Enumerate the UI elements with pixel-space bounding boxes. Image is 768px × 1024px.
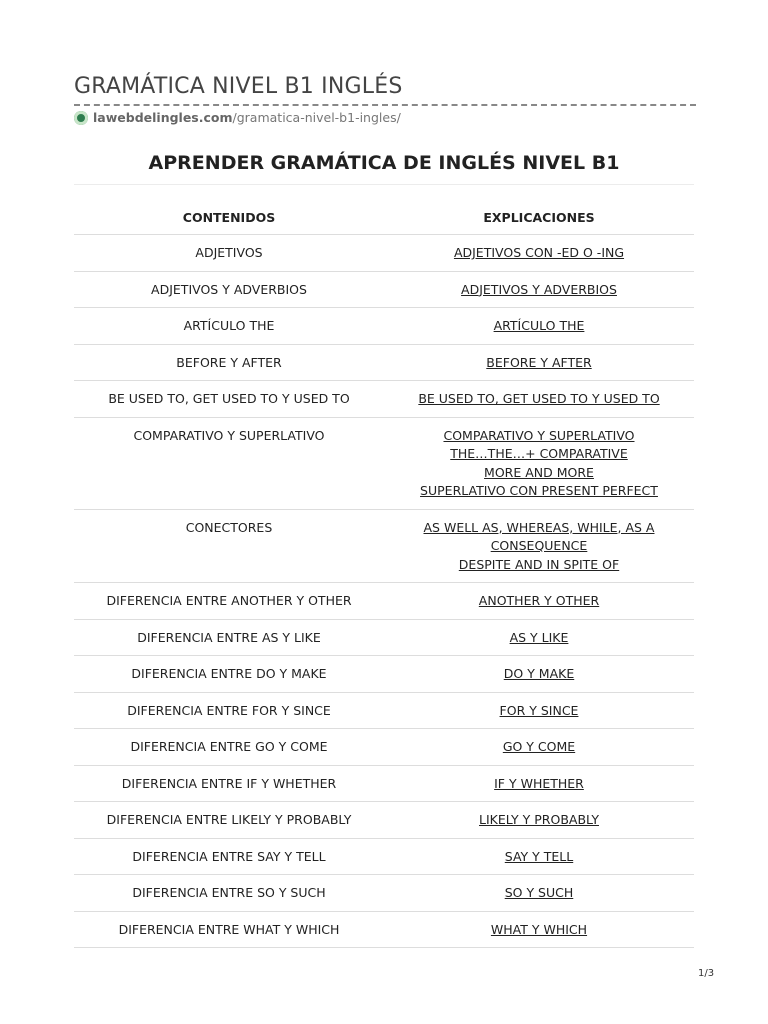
explanation-cell (384, 802, 694, 839)
content-cell: DIFERENCIA ENTRE ANOTHER Y OTHER (74, 583, 384, 620)
content-cell: DIFERENCIA ENTRE GO Y COME (74, 729, 384, 766)
table-row (74, 729, 694, 766)
content-cell: BE USED TO, GET USED TO Y USED TO (74, 381, 384, 418)
explanation-link[interactable]: COMPARATIVO Y SUPERLATIVO (443, 427, 635, 443)
explanation-link[interactable]: THE…THE…+ COMPARATIVE (450, 446, 628, 461)
explanation-link[interactable]: GO Y COME (502, 739, 576, 754)
explanation-cell (384, 235, 694, 272)
explanation-link[interactable]: BE USED TO, GET USED TO Y USED TO (418, 391, 660, 406)
content-cell: ADJETIVOS Y ADVERBIOS (74, 271, 384, 308)
source-url[interactable] (74, 110, 401, 125)
content-cell: ADJETIVOS (74, 235, 384, 272)
explanation-link[interactable]: BEFORE Y AFTER (486, 354, 592, 370)
table-row (74, 271, 694, 308)
content-cell: DIFERENCIA ENTRE SO Y SUCH (74, 875, 384, 912)
content-cell: DIFERENCIA ENTRE WHAT Y WHICH (74, 911, 384, 948)
table-row (74, 802, 694, 839)
page-number: 1/3 (698, 968, 715, 979)
heading-divider (74, 184, 694, 185)
page-title: GRAMÁTICA NIVEL B1 INGLÉS (74, 74, 403, 99)
explanation-link[interactable]: MORE AND MORE (484, 464, 594, 480)
explanation-link[interactable]: IF Y WHETHER (494, 775, 584, 791)
title-divider (74, 104, 696, 106)
explanation-link[interactable]: ARTÍCULO THE (493, 318, 585, 333)
table-row (74, 308, 694, 345)
table-body (74, 235, 694, 948)
table-row (74, 656, 694, 693)
table-row (74, 509, 694, 583)
explanation-link[interactable]: ADJETIVOS CON -ED O -ING (453, 245, 625, 260)
table-row (74, 583, 694, 620)
explanation-link[interactable]: ADJETIVOS Y ADVERBIOS (461, 281, 617, 297)
source-domain: lawebdelingles.com (93, 110, 233, 125)
table-row (74, 235, 694, 272)
explanation-cell (384, 583, 694, 620)
explanation-cell (384, 308, 694, 345)
explanation-link[interactable]: DESPITE AND IN SPITE OF (458, 556, 620, 572)
table-row (74, 838, 694, 875)
explanation-link[interactable]: SO Y SUCH (504, 885, 574, 900)
explanation-cell (384, 656, 694, 693)
content-cell: DIFERENCIA ENTRE AS Y LIKE (74, 619, 384, 656)
explanation-cell (384, 271, 694, 308)
table-header-row (74, 200, 694, 235)
explanation-cell (384, 729, 694, 766)
table-row (74, 692, 694, 729)
column-header-contenidos: CONTENIDOS (74, 200, 384, 235)
explanation-link[interactable]: DO Y MAKE (503, 666, 575, 681)
explanation-link[interactable]: AS Y LIKE (509, 629, 569, 645)
explanation-cell (384, 838, 694, 875)
content-cell: DIFERENCIA ENTRE SAY Y TELL (74, 838, 384, 875)
explanation-cell (384, 381, 694, 418)
explanation-link[interactable]: WHAT Y WHICH (490, 921, 588, 937)
grammar-table (74, 200, 694, 948)
explanation-cell (384, 765, 694, 802)
table-row (74, 417, 694, 509)
explanation-cell (384, 692, 694, 729)
explanation-cell (384, 911, 694, 948)
explanation-link[interactable]: SUPERLATIVO CON PRESENT PERFECT (420, 483, 658, 498)
table-row (74, 381, 694, 418)
source-path: /gramatica-nivel-b1-ingles/ (232, 110, 401, 125)
explanation-link[interactable]: FOR Y SINCE (499, 702, 579, 718)
explanation-link[interactable]: AS WELL AS, WHEREAS, WHILE, AS A CONSEQUENCE (423, 519, 655, 553)
explanation-cell (384, 417, 694, 509)
explanation-cell (384, 619, 694, 656)
table-row (74, 765, 694, 802)
column-header-explicaciones: EXPLICACIONES (384, 200, 694, 235)
explanation-cell (384, 875, 694, 912)
table-row (74, 875, 694, 912)
table-row (74, 619, 694, 656)
content-cell: ARTÍCULO THE (74, 308, 384, 345)
explanation-link[interactable]: LIKELY Y PROBABLY (479, 812, 599, 827)
table-row (74, 911, 694, 948)
content-cell: DIFERENCIA ENTRE FOR Y SINCE (74, 692, 384, 729)
explanation-link[interactable]: SAY Y TELL (504, 848, 574, 864)
content-cell: DIFERENCIA ENTRE IF Y WHETHER (74, 765, 384, 802)
content-cell: DIFERENCIA ENTRE LIKELY Y PROBABLY (74, 802, 384, 839)
explanation-cell (384, 509, 694, 583)
content-cell: DIFERENCIA ENTRE DO Y MAKE (74, 656, 384, 693)
site-favicon-icon (74, 111, 88, 125)
content-cell: CONECTORES (74, 509, 384, 583)
table-row (74, 344, 694, 381)
content-cell: BEFORE Y AFTER (74, 344, 384, 381)
section-heading: APRENDER GRAMÁTICA DE INGLÉS NIVEL B1 (148, 152, 620, 174)
explanation-cell (384, 344, 694, 381)
explanation-link[interactable]: ANOTHER Y OTHER (478, 593, 600, 608)
content-cell: COMPARATIVO Y SUPERLATIVO (74, 417, 384, 509)
